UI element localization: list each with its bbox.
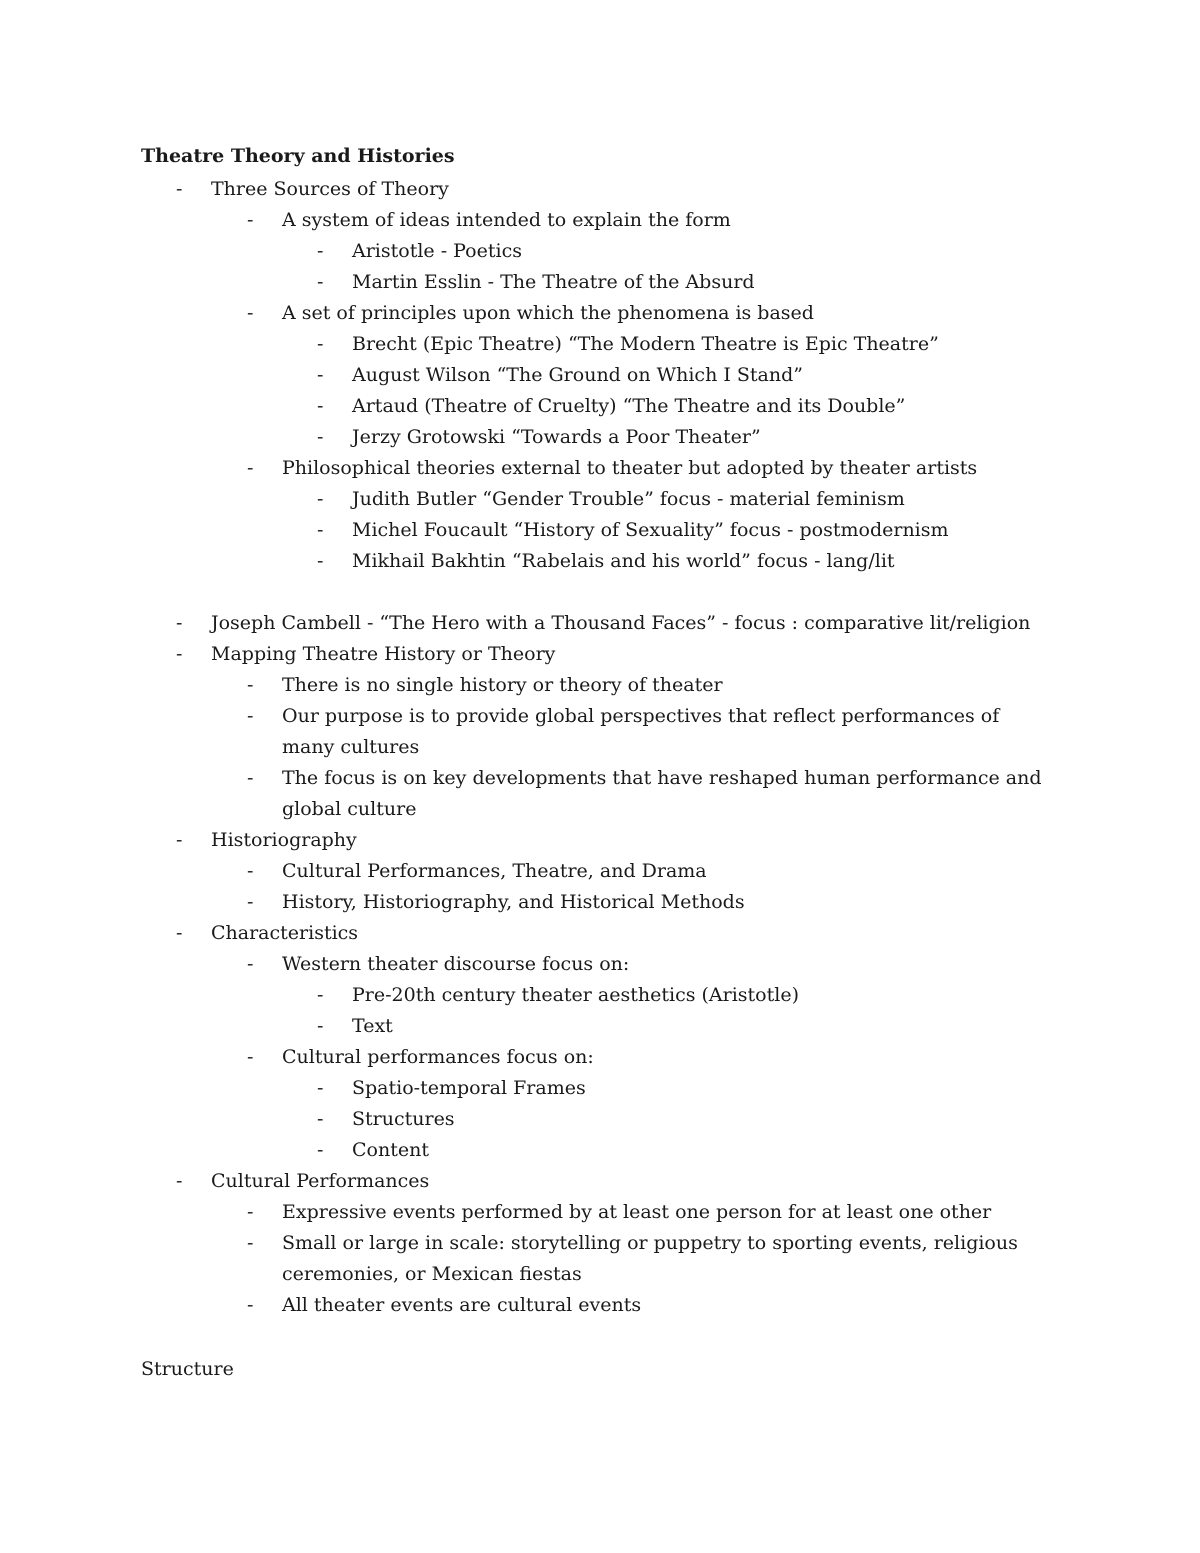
outline-item-level-2 — [0, 298, 1200, 329]
outline-item-level-2 — [0, 763, 1200, 825]
outline-item-level-2 — [0, 1290, 1200, 1321]
outline-item-level-2 — [0, 949, 1200, 980]
outline-item-text: Spatio-temporal Frames — [352, 1077, 586, 1099]
outline-item-text: Judith Butler “Gender Trouble” focus - material feminism — [352, 488, 905, 510]
bullet-dash: - — [176, 922, 183, 944]
outline-item-text: Three Sources of Theory — [211, 178, 449, 200]
blank-line — [0, 577, 1200, 608]
outline-item-level-3 — [0, 1104, 1200, 1135]
outline-item-level-2 — [0, 205, 1200, 236]
outline-item-text: Jerzy Grotowski “Towards a Poor Theater” — [352, 426, 761, 448]
outline-item-level-3 — [0, 267, 1200, 298]
bullet-dash: - — [247, 891, 254, 913]
bullet-dash: - — [317, 488, 324, 510]
outline-item-text: Small or large in scale: storytelling or puppetry to sporting events, religious ceremonies, or Mexican fiestas — [282, 1232, 1018, 1285]
outline-item-level-2 — [0, 701, 1200, 763]
section-heading-structure: Structure — [141, 1358, 234, 1380]
outline-item-text: Brecht (Epic Theatre) “The Modern Theatre is Epic Theatre” — [352, 333, 939, 355]
bullet-dash: - — [317, 1139, 324, 1161]
outline-item-level-1 — [0, 918, 1200, 949]
outline-item-text: Martin Esslin - The Theatre of the Absurd — [352, 271, 755, 293]
bullet-dash: - — [317, 240, 324, 262]
bullet-dash: - — [247, 767, 254, 789]
bullet-dash: - — [247, 457, 254, 479]
outline-item-text: There is no single history or theory of theater — [282, 674, 723, 696]
bullet-dash: - — [247, 1046, 254, 1068]
bullet-dash: - — [247, 209, 254, 231]
outline-item-text: Expressive events performed by at least one person for at least one other — [282, 1201, 992, 1223]
outline-item-text: Mapping Theatre History or Theory — [211, 643, 556, 665]
outline-item-text: Historiography — [211, 829, 357, 851]
bullet-dash: - — [247, 674, 254, 696]
bullet-dash: - — [176, 1170, 183, 1192]
outline-item-text: Joseph Cambell - “The Hero with a Thousand Faces” - focus : comparative lit/religion — [211, 612, 1031, 634]
outline-item-level-1 — [0, 174, 1200, 205]
outline-item-level-3 — [0, 236, 1200, 267]
outline-item-text: Cultural performances focus on: — [282, 1046, 594, 1068]
bullet-dash: - — [247, 302, 254, 324]
outline-item-level-3 — [0, 1073, 1200, 1104]
outline-item-level-2 — [0, 856, 1200, 887]
bullet-dash: - — [317, 364, 324, 386]
outline-item-text: The focus is on key developments that have reshaped human performance and global culture — [282, 767, 1042, 820]
bullet-dash: - — [247, 1232, 254, 1254]
outline-item-text: Our purpose is to provide global perspectives that reflect performances of many cultures — [282, 705, 1000, 758]
outline-item-text: Cultural Performances — [211, 1170, 430, 1192]
outline-item-text: All theater events are cultural events — [282, 1294, 642, 1316]
bullet-dash: - — [176, 178, 183, 200]
outline-item-text: A system of ideas intended to explain the form — [282, 209, 731, 231]
outline-item-text: Aristotle - Poetics — [352, 240, 522, 262]
bullet-dash: - — [176, 612, 183, 634]
bullet-dash: - — [317, 1015, 324, 1037]
outline-item-text: Cultural Performances, Theatre, and Drama — [282, 860, 707, 882]
outline-item-text: Western theater discourse focus on: — [282, 953, 630, 975]
outline-item-level-3 — [0, 360, 1200, 391]
outline-item-level-3 — [0, 391, 1200, 422]
outline-item-level-3 — [0, 515, 1200, 546]
outline-item-level-2 — [0, 1197, 1200, 1228]
outline-item-text: Philosophical theories external to theater but adopted by theater artists — [282, 457, 978, 479]
outline-item-level-2 — [0, 887, 1200, 918]
outline-item-text: Mikhail Bakhtin “Rabelais and his world” focus - lang/lit — [352, 550, 895, 572]
bullet-dash: - — [317, 333, 324, 355]
outline-item-level-3 — [0, 1135, 1200, 1166]
outline-item-text: Characteristics — [211, 922, 359, 944]
outline-item-level-1 — [0, 825, 1200, 856]
outline-item-text: August Wilson “The Ground on Which I Stand” — [352, 364, 803, 386]
outline-item-level-2 — [0, 670, 1200, 701]
bullet-dash: - — [176, 643, 183, 665]
outline-item-text: Text — [352, 1015, 393, 1037]
bullet-dash: - — [317, 271, 324, 293]
outline-item-text: Content — [352, 1139, 429, 1161]
outline-item-level-3 — [0, 546, 1200, 577]
outline-item-level-3 — [0, 422, 1200, 453]
outline-item-level-1 — [0, 639, 1200, 670]
outline-item-level-3 — [0, 329, 1200, 360]
bullet-dash: - — [247, 1201, 254, 1223]
bullet-dash: - — [317, 550, 324, 572]
outline-item-text: Artaud (Theatre of Cruelty) “The Theatre and its Double” — [352, 395, 906, 417]
outline-item-level-2 — [0, 1228, 1200, 1290]
outline-item-level-2 — [0, 1042, 1200, 1073]
outline-item-level-3 — [0, 1011, 1200, 1042]
outline-item-level-1 — [0, 1166, 1200, 1197]
outline-item-text: A set of principles upon which the phenomena is based — [282, 302, 814, 324]
bullet-dash: - — [317, 1077, 324, 1099]
outline-list — [0, 174, 1200, 1321]
bullet-dash: - — [317, 984, 324, 1006]
bullet-dash: - — [247, 705, 254, 727]
bullet-dash: - — [247, 860, 254, 882]
outline-item-text: Pre-20th century theater aesthetics (Aristotle) — [352, 984, 799, 1006]
outline-item-level-2 — [0, 453, 1200, 484]
bullet-dash: - — [317, 519, 324, 541]
bullet-dash: - — [247, 953, 254, 975]
outline-item-level-1 — [0, 608, 1200, 639]
outline-item-text: History, Historiography, and Historical Methods — [282, 891, 745, 913]
bullet-dash: - — [317, 426, 324, 448]
bullet-dash: - — [317, 395, 324, 417]
document-title: Theatre Theory and Histories — [141, 145, 455, 167]
bullet-dash: - — [176, 829, 183, 851]
bullet-dash: - — [247, 1294, 254, 1316]
outline-item-text: Structures — [352, 1108, 455, 1130]
outline-item-level-3 — [0, 980, 1200, 1011]
outline-item-text: Michel Foucault “History of Sexuality” focus - postmodernism — [352, 519, 949, 541]
bullet-dash: - — [317, 1108, 324, 1130]
outline-item-level-3 — [0, 484, 1200, 515]
